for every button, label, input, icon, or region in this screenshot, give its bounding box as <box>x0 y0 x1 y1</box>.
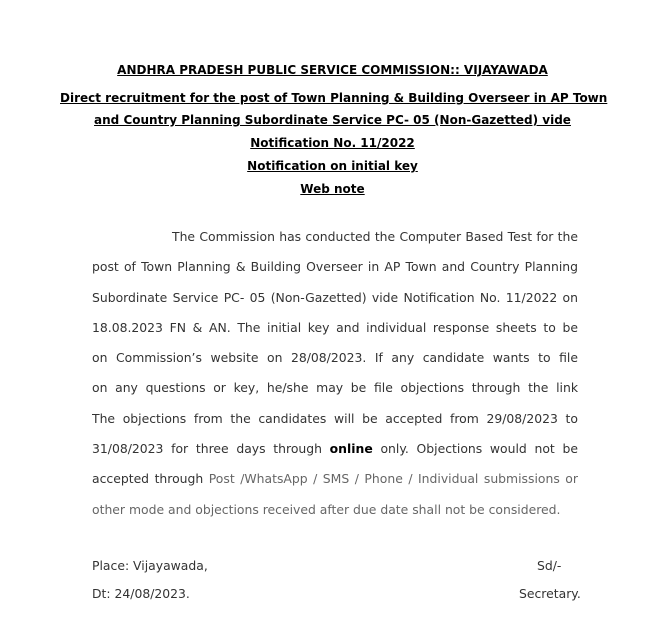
body-line-8: 31/08/2023 for three days through online only. Objections would not be <box>92 441 578 457</box>
body-line-2: post of Town Planning & Building Overseer in AP Town and Country Planning <box>92 259 578 275</box>
body-line-5: on Commission’s website on 28/08/2023. If any candidate wants to file <box>92 350 578 366</box>
commission-title: ANDHRA PRADESH PUBLIC SERVICE COMMISSION:: VIJAYAWADA <box>117 63 548 77</box>
body-line-4: 18.08.2023 FN & AN. The initial key and individual response sheets to be <box>92 319 578 335</box>
place-label: Place: Vijayawada, <box>92 558 208 573</box>
notification-topic: Notification on initial key <box>247 159 418 173</box>
body-line-6: on any questions or key, he/she may be file objections through the link <box>92 380 578 396</box>
body-line-10: other mode and objections received after due date shall not be considered. <box>92 501 561 517</box>
body-line-1: The Commission has conducted the Computer Based Test for the <box>172 229 578 244</box>
web-note-label: Web note <box>300 182 365 196</box>
date-label: Dt: 24/08/2023. <box>92 586 190 601</box>
body-line-9: accepted through Post /WhatsApp / SMS / Phone / Individual submissions or <box>92 471 578 487</box>
notification-number: Notification No. 11/2022 <box>250 136 415 150</box>
body-paragraph <box>92 222 578 525</box>
online-emphasis: online <box>329 441 373 457</box>
subject-line-1: Direct recruitment for the post of Town Planning & Building Overseer in AP Town <box>60 91 608 105</box>
designation-label: Secretary. <box>519 586 581 601</box>
body-line-3: Subordinate Service PC- 05 (Non-Gazetted) vide Notification No. 11/2022 on <box>92 289 578 305</box>
subject-line-2: and Country Planning Subordinate Service PC- 05 (Non-Gazetted) vide <box>94 113 571 127</box>
signature-mark: Sd/- <box>537 558 562 573</box>
body-line-7: The objections from the candidates will be accepted from 29/08/2023 to <box>92 410 578 426</box>
